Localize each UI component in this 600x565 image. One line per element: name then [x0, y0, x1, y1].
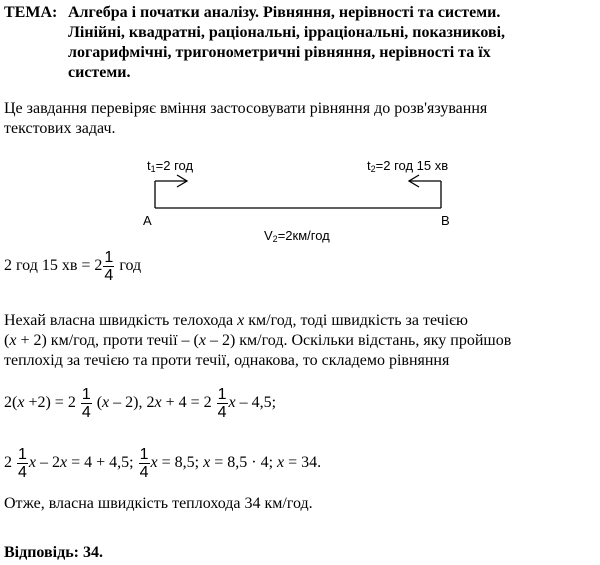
equation-1: 2(x +2) = 2 $\frac{1}{4}$ (x – 2), 2x + 4 = 2 $\frac{1}{4}$ x – 4,5;	[4, 386, 277, 421]
t2-label: $t_2=2$ год 15 хв	[367, 158, 449, 174]
topic-text: Алгебра і початки аналізу. Рівняння, нерівності та системи. Лінійні, квадратні, раціональні, ірраціональні, показникові, логарифмічні, тригонометричні рівняння, нерівності та їх системи.	[68, 4, 506, 81]
point-b-label: B	[441, 213, 450, 228]
equation-2: 2 $\frac{1}{4}$ x – 2x = 4 + 4,5; $\frac{1}{4}$ x = 8,5; x = 8,5 · 4; x = 34.	[4, 446, 322, 481]
fraction: $\frac{1}{4}$	[217, 386, 227, 421]
intro-line-1: Це завдання перевіряє вміння застосовувати рівняння до розв'язування	[4, 100, 488, 117]
conclusion: Отже, власна швидкість теплохода 34 км/год.	[4, 495, 313, 512]
topic-label: ТЕМА:	[4, 4, 58, 21]
t1-label: $t_1=2$ год	[147, 158, 194, 174]
arrow-right-icon	[155, 175, 187, 187]
explanation-line-3: теплохід за течією та проти течії, однакова, то складемо рівняння	[4, 352, 450, 369]
fraction: $\frac{1}{4}$	[139, 446, 149, 481]
velocity-label: $V_2=2км$/год	[264, 228, 330, 244]
arrow-left-icon	[409, 175, 441, 187]
explanation-line-1: Нехай власна швидкість телохода x км/год, тоді швидкість за течією	[4, 312, 468, 329]
time-conversion: 2 год 15 хв = 2 $\frac{1}{4}$ год	[4, 249, 142, 284]
explanation-line-2: (x + 2) км/год, проти течії – (x – 2) км/год. Оскільки відстань, яку пройшов	[4, 332, 512, 349]
answer: Відповідь: 34.	[4, 544, 103, 561]
fraction: $\frac{1}{4}$	[81, 386, 91, 421]
fraction: $\frac{1}{4}$	[104, 249, 114, 284]
fraction: $\frac{1}{4}$	[18, 446, 27, 481]
intro-line-2: текстових задач.	[4, 120, 116, 137]
point-a-label: A	[143, 213, 152, 228]
